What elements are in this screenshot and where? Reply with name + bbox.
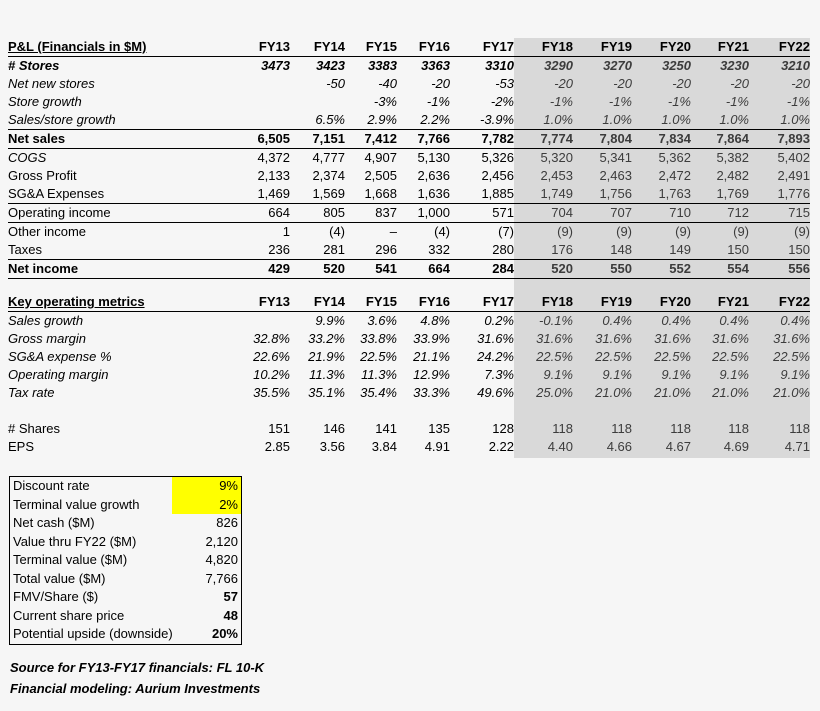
pnl-row-sales-store-growth — [8, 111, 810, 130]
pnl-cell-other-income-fy22: (9) — [794, 224, 810, 239]
metrics-row-label: Tax rate — [8, 385, 55, 400]
pnl-cell-net-sales-fy18: 7,774 — [514, 130, 573, 149]
metrics-cell-eps-fy18: 4.40 — [547, 439, 573, 454]
pnl-cell-net-sales-fy19: 7,804 — [573, 130, 632, 149]
pnl-table — [8, 38, 810, 279]
metrics-row-eps — [8, 438, 810, 456]
pnl-cell-operating-income-fy22: 715 — [749, 204, 810, 223]
pnl-row-label: Net sales — [8, 130, 230, 149]
pnl-cell-operating-income-fy16: 1,000 — [397, 204, 450, 223]
metrics-cell-sales-growth-fy19: 0.4% — [602, 313, 632, 328]
metrics-row-gross-margin — [8, 330, 810, 348]
pnl-colhead-fy22: FY22 — [749, 38, 810, 57]
pnl-cell-operating-income-fy21: 712 — [691, 204, 749, 223]
pnl-cell-operating-income-fy18: 704 — [514, 204, 573, 223]
metrics-cell-eps-fy19: 4.66 — [606, 439, 632, 454]
metrics-colhead-fy22: FY22 — [749, 293, 810, 312]
pnl-title: P&L (Financials in $M) — [8, 38, 230, 57]
metrics-cell-tax-rate-fy22: 21.0% — [773, 385, 810, 400]
valuation-label: Value thru FY22 ($M) — [13, 533, 137, 549]
valuation-label: Potential upside (downside) — [13, 626, 173, 641]
valuation-value: 9% — [172, 477, 241, 496]
pnl-row-taxes — [8, 241, 810, 260]
metrics-cell-operating-margin-fy19: 9.1% — [602, 367, 632, 382]
pnl-cell-cogs-fy18: 5,320 — [540, 150, 573, 165]
valuation-label: Discount rate — [13, 478, 90, 493]
metrics-spacer-row — [8, 402, 810, 420]
pnl-row-cogs — [8, 149, 810, 168]
valuation-value: 826 — [216, 515, 238, 530]
pnl-cell-store-growth-fy22: -1% — [786, 94, 810, 109]
footnote-source: Source for FY13-FY17 financials: FL 10-K — [10, 660, 265, 675]
metrics-cell-gross-margin-fy22: 31.6% — [773, 331, 810, 346]
metrics-cell-sales-growth-fy15: 3.6% — [367, 313, 397, 328]
pnl-cell-stores-fy16: 3363 — [421, 58, 450, 73]
metrics-row-label: Gross margin — [8, 331, 87, 346]
valuation-row-terminal-value-m — [10, 551, 241, 570]
metrics-colhead-fy16: FY16 — [397, 293, 450, 312]
pnl-cell-operating-income-fy17: 571 — [450, 204, 514, 223]
pnl-cell-other-income-fy20: (9) — [675, 224, 691, 239]
pnl-cell-sales-store-growth-fy19: 1.0% — [573, 111, 632, 130]
valuation-value: 7,766 — [205, 570, 238, 586]
pnl-cell-gross-profit-fy18: 2,453 — [540, 168, 573, 183]
pnl-cell-net-income-fy18: 520 — [514, 260, 573, 279]
pnl-row-label: Other income — [8, 224, 87, 239]
metrics-row-label: Operating margin — [8, 367, 109, 382]
pnl-cell-stores-fy21: 3230 — [720, 58, 749, 73]
pnl-cell-net-new-stores-fy20: -20 — [672, 76, 691, 91]
pnl-cell-cogs-fy14: 4,777 — [312, 150, 345, 165]
metrics-cell-sg-a-expense-fy14: 21.9% — [308, 349, 345, 364]
pnl-cell-net-new-stores-fy16: -20 — [431, 76, 450, 91]
metrics-cell-sg-a-expense-fy22: 22.5% — [773, 349, 810, 364]
metrics-colhead-fy19: FY19 — [573, 293, 632, 312]
pnl-cell-store-growth-fy17: -2% — [490, 94, 514, 109]
metrics-cell-tax-rate-fy17: 49.6% — [477, 385, 514, 400]
metrics-cell-sg-a-expense-fy21: 22.5% — [712, 349, 749, 364]
metrics-cell-shares-fy16: 135 — [428, 421, 450, 436]
pnl-cell-operating-income-fy14: 805 — [290, 204, 345, 223]
metrics-title: Key operating metrics — [8, 293, 230, 312]
pnl-cell-stores-fy19: 3270 — [603, 58, 632, 73]
metrics-cell-tax-rate-fy19: 21.0% — [595, 385, 632, 400]
pnl-cell-net-sales-fy20: 7,834 — [632, 130, 691, 149]
pnl-cell-net-sales-fy16: 7,766 — [397, 130, 450, 149]
metrics-cell-sales-growth-fy20: 0.4% — [661, 313, 691, 328]
pnl-cell-operating-income-fy19: 707 — [573, 204, 632, 223]
pnl-cell-other-income-fy14: (4) — [329, 224, 345, 239]
metrics-cell-tax-rate-fy15: 35.4% — [360, 385, 397, 400]
metrics-cell-tax-rate-fy16: 33.3% — [413, 385, 450, 400]
pnl-row-store-growth — [8, 93, 810, 111]
pnl-cell-stores-fy17: 3310 — [485, 58, 514, 73]
pnl-cell-taxes-fy21: 150 — [691, 241, 749, 260]
pnl-cell-operating-income-fy20: 710 — [632, 204, 691, 223]
pnl-cell-gross-profit-fy22: 2,491 — [777, 168, 810, 183]
pnl-cell-cogs-fy13: 4,372 — [257, 150, 290, 165]
metrics-cell-gross-margin-fy15: 33.8% — [360, 331, 397, 346]
metrics-cell-sg-a-expense-fy16: 21.1% — [413, 349, 450, 364]
pnl-cell-other-income-fy18: (9) — [557, 224, 573, 239]
pnl-header-row — [8, 38, 810, 57]
metrics-cell-sales-growth-fy21: 0.4% — [719, 313, 749, 328]
metrics-row-operating-margin — [8, 366, 810, 384]
pnl-cell-store-growth-fy21: -1% — [725, 94, 749, 109]
metrics-cell-eps-fy15: 3.84 — [371, 439, 397, 454]
valuation-label: FMV/Share ($) — [13, 589, 99, 604]
pnl-cell-cogs-fy15: 4,907 — [364, 150, 397, 165]
metrics-cell-shares-fy19: 118 — [611, 421, 632, 436]
pnl-cell-net-sales-fy14: 7,151 — [290, 130, 345, 149]
metrics-cell-shares-fy21: 118 — [728, 421, 749, 436]
pnl-cell-sales-store-growth-fy14: 6.5% — [290, 111, 345, 130]
metrics-cell-gross-margin-fy21: 31.6% — [712, 331, 749, 346]
pnl-row-label: COGS — [8, 150, 47, 165]
pnl-cell-gross-profit-fy20: 2,472 — [658, 168, 691, 183]
pnl-cell-net-new-stores-fy15: -40 — [378, 76, 397, 91]
pnl-row-operating-income — [8, 204, 810, 223]
metrics-cell-eps-fy20: 4.67 — [665, 439, 691, 454]
valuation-value: 2,120 — [205, 533, 238, 549]
metrics-cell-operating-margin-fy13: 10.2% — [253, 367, 290, 382]
pnl-cell-sales-store-growth-fy15: 2.9% — [345, 111, 397, 130]
metrics-cell-operating-margin-fy15: 11.3% — [361, 367, 397, 382]
pnl-cell-sales-store-growth-fy13 — [230, 111, 290, 130]
pnl-cell-other-income-fy19: (9) — [616, 224, 632, 239]
metrics-colhead-fy14: FY14 — [290, 293, 345, 312]
metrics-cell-operating-margin-fy22: 9.1% — [780, 367, 810, 382]
pnl-cell-net-sales-fy22: 7,893 — [749, 130, 810, 149]
pnl-row-net-sales — [8, 130, 810, 149]
valuation-row-total-value-m — [10, 570, 241, 589]
pnl-colhead-fy17: FY17 — [450, 38, 514, 57]
pnl-colhead-fy14: FY14 — [290, 38, 345, 57]
pnl-row-other-income — [8, 223, 810, 242]
valuation-label: Terminal value ($M) — [13, 552, 128, 567]
pnl-cell-other-income-fy15: – — [389, 224, 397, 239]
pnl-cell-gross-profit-fy16: 2,636 — [417, 168, 450, 183]
pnl-cell-other-income-fy16: (4) — [434, 224, 450, 239]
pnl-cell-cogs-fy21: 5,382 — [716, 150, 749, 165]
pnl-cell-stores-fy13: 3473 — [261, 58, 290, 73]
metrics-row-label: SG&A expense % — [8, 349, 112, 364]
pnl-cell-net-new-stores-fy21: -20 — [730, 76, 749, 91]
pnl-cell-net-new-stores-fy13 — [230, 75, 290, 93]
pnl-cell-sales-store-growth-fy21: 1.0% — [691, 111, 749, 130]
metrics-cell-gross-margin-fy14: 33.2% — [308, 331, 345, 346]
pnl-cell-other-income-fy21: (9) — [733, 224, 749, 239]
valuation-value: 57 — [223, 589, 238, 604]
pnl-row-label: Operating income — [8, 204, 230, 223]
pnl-cell-stores-fy20: 3250 — [662, 58, 691, 73]
metrics-cell-gross-margin-fy19: 31.6% — [595, 331, 632, 346]
pnl-cell-store-growth-fy20: -1% — [667, 94, 691, 109]
metrics-colhead-fy17: FY17 — [450, 293, 514, 312]
pnl-cell-taxes-fy17: 280 — [450, 241, 514, 260]
metrics-cell-eps-fy22: 4.71 — [784, 439, 810, 454]
valuation-value: 4,820 — [205, 552, 238, 567]
metrics-cell-tax-rate-fy14: 35.1% — [308, 385, 345, 400]
pnl-cell-cogs-fy20: 5,362 — [658, 150, 691, 165]
pnl-colhead-fy21: FY21 — [691, 38, 749, 57]
valuation-row-discount-rate — [10, 477, 241, 496]
pnl-row-label: Gross Profit — [8, 168, 77, 183]
pnl-cell-net-sales-fy17: 7,782 — [450, 130, 514, 149]
pnl-cell-operating-income-fy13: 664 — [230, 204, 290, 223]
pnl-cell-sg-a-expenses-fy15: 1,668 — [345, 185, 397, 204]
pnl-cell-taxes-fy20: 149 — [632, 241, 691, 260]
metrics-cell-eps-fy14: 3.56 — [319, 439, 345, 454]
metrics-cell-gross-margin-fy20: 31.6% — [654, 331, 691, 346]
metrics-cell-sg-a-expense-fy20: 22.5% — [654, 349, 691, 364]
metrics-cell-sg-a-expense-fy13: 22.6% — [253, 349, 290, 364]
metrics-cell-operating-margin-fy14: 11.3% — [309, 367, 345, 382]
pnl-cell-sales-store-growth-fy16: 2.2% — [397, 111, 450, 130]
pnl-row-label: SG&A Expenses — [8, 185, 230, 204]
pnl-row-stores — [8, 57, 810, 76]
metrics-cell-eps-fy17: 2.22 — [488, 439, 514, 454]
metrics-colhead-fy15: FY15 — [345, 293, 397, 312]
valuation-row-potential-upside-downside — [10, 625, 241, 644]
pnl-cell-net-income-fy13: 429 — [230, 260, 290, 279]
metrics-cell-sg-a-expense-fy19: 22.5% — [595, 349, 632, 364]
metrics-cell-sales-growth-fy18: -0.1% — [539, 313, 573, 328]
pnl-cell-net-new-stores-fy19: -20 — [613, 76, 632, 91]
pnl-cell-sales-store-growth-fy20: 1.0% — [632, 111, 691, 130]
valuation-row-net-cash-m — [10, 514, 241, 533]
valuation-row-terminal-value-growth — [10, 496, 241, 515]
pnl-cell-sales-store-growth-fy17: -3.9% — [450, 111, 514, 130]
metrics-row-sg-a-expense — [8, 348, 810, 366]
metrics-cell-shares-fy20: 118 — [670, 421, 691, 436]
pnl-row-label: Net income — [8, 260, 230, 279]
valuation-value: 20% — [211, 626, 238, 641]
pnl-cell-operating-income-fy15: 837 — [345, 204, 397, 223]
pnl-row-label: Net new stores — [8, 76, 95, 91]
metrics-cell-operating-margin-fy18: 9.1% — [543, 367, 573, 382]
pnl-row-net-income — [8, 260, 810, 279]
pnl-cell-stores-fy22: 3210 — [781, 58, 810, 73]
metrics-cell-tax-rate-fy13: 35.5% — [253, 385, 290, 400]
metrics-cell-shares-fy18: 118 — [552, 421, 573, 436]
metrics-table — [8, 293, 810, 456]
metrics-cell-tax-rate-fy20: 21.0% — [654, 385, 691, 400]
metrics-cell-eps-fy16: 4.91 — [424, 439, 450, 454]
pnl-colhead-fy20: FY20 — [632, 38, 691, 57]
pnl-cell-gross-profit-fy14: 2,374 — [312, 168, 345, 183]
pnl-colhead-fy19: FY19 — [573, 38, 632, 57]
pnl-cell-stores-fy15: 3383 — [368, 58, 397, 73]
metrics-header-row — [8, 293, 810, 312]
pnl-cell-stores-fy18: 3290 — [544, 58, 573, 73]
pnl-cell-net-income-fy20: 552 — [632, 260, 691, 279]
metrics-cell-sg-a-expense-fy18: 22.5% — [536, 349, 573, 364]
metrics-cell-sales-growth-fy22: 0.4% — [780, 313, 810, 328]
pnl-row-label: # Stores — [8, 58, 60, 73]
footnotes — [10, 657, 264, 699]
metrics-cell-shares-fy22: 118 — [789, 421, 810, 436]
pnl-cell-cogs-fy19: 5,341 — [599, 150, 632, 165]
metrics-cell-shares-fy13: 151 — [268, 421, 290, 436]
metrics-row-shares — [8, 420, 810, 438]
pnl-colhead-fy18: FY18 — [514, 38, 573, 57]
pnl-cell-net-new-stores-fy17: -53 — [495, 76, 514, 91]
pnl-colhead-fy13: FY13 — [230, 38, 290, 57]
metrics-cell-shares-fy15: 141 — [375, 421, 397, 436]
pnl-cell-net-income-fy14: 520 — [290, 260, 345, 279]
pnl-cell-taxes-fy14: 281 — [290, 241, 345, 260]
pnl-cell-taxes-fy16: 332 — [397, 241, 450, 260]
pnl-cell-sg-a-expenses-fy17: 1,885 — [450, 185, 514, 204]
pnl-cell-net-income-fy19: 550 — [573, 260, 632, 279]
metrics-cell-sg-a-expense-fy17: 24.2% — [477, 349, 514, 364]
metrics-cell-sales-growth-fy16: 4.8% — [420, 313, 450, 328]
pnl-row-sg-a-expenses — [8, 185, 810, 204]
pnl-cell-taxes-fy18: 176 — [514, 241, 573, 260]
pnl-cell-store-growth-fy19: -1% — [608, 94, 632, 109]
metrics-cell-eps-fy21: 4.69 — [723, 439, 749, 454]
pnl-cell-net-new-stores-fy22: -20 — [791, 76, 810, 91]
pnl-cell-taxes-fy19: 148 — [573, 241, 632, 260]
pnl-cell-gross-profit-fy21: 2,482 — [716, 168, 749, 183]
pnl-cell-net-income-fy21: 554 — [691, 260, 749, 279]
pnl-cell-cogs-fy22: 5,402 — [777, 150, 810, 165]
pnl-cell-gross-profit-fy17: 2,456 — [481, 168, 514, 183]
pnl-cell-sg-a-expenses-fy21: 1,769 — [691, 185, 749, 204]
pnl-cell-net-income-fy15: 541 — [345, 260, 397, 279]
metrics-cell-tax-rate-fy18: 25.0% — [536, 385, 573, 400]
pnl-cell-store-growth-fy18: -1% — [549, 94, 573, 109]
valuation-row-value-thru-fy22-m — [10, 533, 241, 552]
pnl-row-gross-profit — [8, 167, 810, 185]
metrics-cell-operating-margin-fy17: 7.3% — [484, 367, 514, 382]
valuation-row-current-share-price — [10, 607, 241, 626]
metrics-colhead-fy20: FY20 — [632, 293, 691, 312]
metrics-cell-gross-margin-fy17: 31.6% — [477, 331, 514, 346]
metrics-cell-sales-growth-fy17: 0.2% — [484, 313, 514, 328]
metrics-cell-operating-margin-fy20: 9.1% — [661, 367, 691, 382]
footnote-modeler: Financial modeling: Aurium Investments — [10, 681, 261, 696]
metrics-cell-sales-growth-fy14: 9.9% — [315, 313, 345, 328]
metrics-cell-eps-fy13: 2.85 — [264, 439, 290, 454]
pnl-cell-net-sales-fy15: 7,412 — [345, 130, 397, 149]
pnl-cell-gross-profit-fy13: 2,133 — [257, 168, 290, 183]
metrics-cell-gross-margin-fy18: 31.6% — [536, 331, 573, 346]
pnl-cell-net-new-stores-fy18: -20 — [554, 76, 573, 91]
pnl-cell-net-sales-fy13: 6,505 — [230, 130, 290, 149]
pnl-colhead-fy15: FY15 — [345, 38, 397, 57]
pnl-cell-sg-a-expenses-fy14: 1,569 — [290, 185, 345, 204]
pnl-row-label: Taxes — [8, 241, 230, 260]
valuation-label: Current share price — [13, 607, 125, 623]
valuation-label: Net cash ($M) — [13, 515, 95, 530]
metrics-cell-operating-margin-fy16: 12.9% — [413, 367, 450, 382]
pnl-cell-net-income-fy17: 284 — [450, 260, 514, 279]
valuation-value: 2% — [172, 496, 241, 515]
spacer-cell — [8, 402, 810, 420]
valuation-label: Total value ($M) — [13, 570, 106, 586]
valuation-table — [10, 477, 241, 644]
pnl-cell-sg-a-expenses-fy18: 1,749 — [514, 185, 573, 204]
pnl-row-label: Sales/store growth — [8, 111, 230, 130]
pnl-cell-sg-a-expenses-fy20: 1,763 — [632, 185, 691, 204]
valuation-row-fmv-share — [10, 588, 241, 607]
pnl-cell-cogs-fy16: 5,130 — [417, 150, 450, 165]
pnl-cell-taxes-fy15: 296 — [345, 241, 397, 260]
pnl-cell-stores-fy14: 3423 — [316, 58, 345, 73]
metrics-colhead-fy13: FY13 — [230, 293, 290, 312]
pnl-cell-gross-profit-fy19: 2,463 — [599, 168, 632, 183]
metrics-colhead-fy21: FY21 — [691, 293, 749, 312]
valuation-box — [9, 476, 242, 645]
metrics-row-label: # Shares — [8, 421, 61, 436]
pnl-cell-net-income-fy16: 664 — [397, 260, 450, 279]
pnl-cell-sg-a-expenses-fy22: 1,776 — [749, 185, 810, 204]
metrics-cell-shares-fy14: 146 — [323, 421, 345, 436]
metrics-cell-tax-rate-fy21: 21.0% — [712, 385, 749, 400]
pnl-cell-other-income-fy13: 1 — [282, 224, 290, 239]
metrics-row-tax-rate — [8, 384, 810, 402]
metrics-colhead-fy18: FY18 — [514, 293, 573, 312]
pnl-cell-other-income-fy17: (7) — [498, 224, 514, 239]
valuation-value: 48 — [223, 607, 238, 623]
pnl-cell-store-growth-fy16: -1% — [426, 94, 450, 109]
pnl-cell-sales-store-growth-fy22: 1.0% — [749, 111, 810, 130]
pnl-cell-store-growth-fy15: -3% — [373, 94, 397, 109]
pnl-cell-sg-a-expenses-fy16: 1,636 — [397, 185, 450, 204]
pnl-cell-taxes-fy22: 150 — [749, 241, 810, 260]
metrics-cell-gross-margin-fy13: 32.8% — [253, 331, 290, 346]
pnl-cell-net-new-stores-fy14: -50 — [326, 76, 345, 91]
pnl-cell-sg-a-expenses-fy13: 1,469 — [230, 185, 290, 204]
pnl-cell-store-growth-fy14 — [290, 93, 345, 111]
pnl-cell-sales-store-growth-fy18: 1.0% — [514, 111, 573, 130]
metrics-row-label: Sales growth — [8, 313, 84, 328]
metrics-cell-sg-a-expense-fy15: 22.5% — [360, 349, 397, 364]
metrics-row-label: EPS — [8, 439, 35, 454]
pnl-cell-gross-profit-fy15: 2,505 — [364, 168, 397, 183]
pnl-row-net-new-stores — [8, 75, 810, 93]
metrics-cell-sales-growth-fy13 — [230, 312, 290, 331]
pnl-cell-store-growth-fy13 — [230, 93, 290, 111]
pnl-cell-net-sales-fy21: 7,864 — [691, 130, 749, 149]
pnl-cell-net-income-fy22: 556 — [749, 260, 810, 279]
pnl-cell-sg-a-expenses-fy19: 1,756 — [573, 185, 632, 204]
metrics-cell-gross-margin-fy16: 33.9% — [413, 331, 450, 346]
metrics-cell-operating-margin-fy21: 9.1% — [719, 367, 749, 382]
pnl-row-label: Store growth — [8, 94, 82, 109]
pnl-cell-cogs-fy17: 5,326 — [481, 150, 514, 165]
pnl-colhead-fy16: FY16 — [397, 38, 450, 57]
valuation-label: Terminal value growth — [13, 496, 140, 512]
metrics-row-sales-growth — [8, 312, 810, 331]
metrics-cell-shares-fy17: 128 — [492, 421, 514, 436]
pnl-cell-taxes-fy13: 236 — [230, 241, 290, 260]
